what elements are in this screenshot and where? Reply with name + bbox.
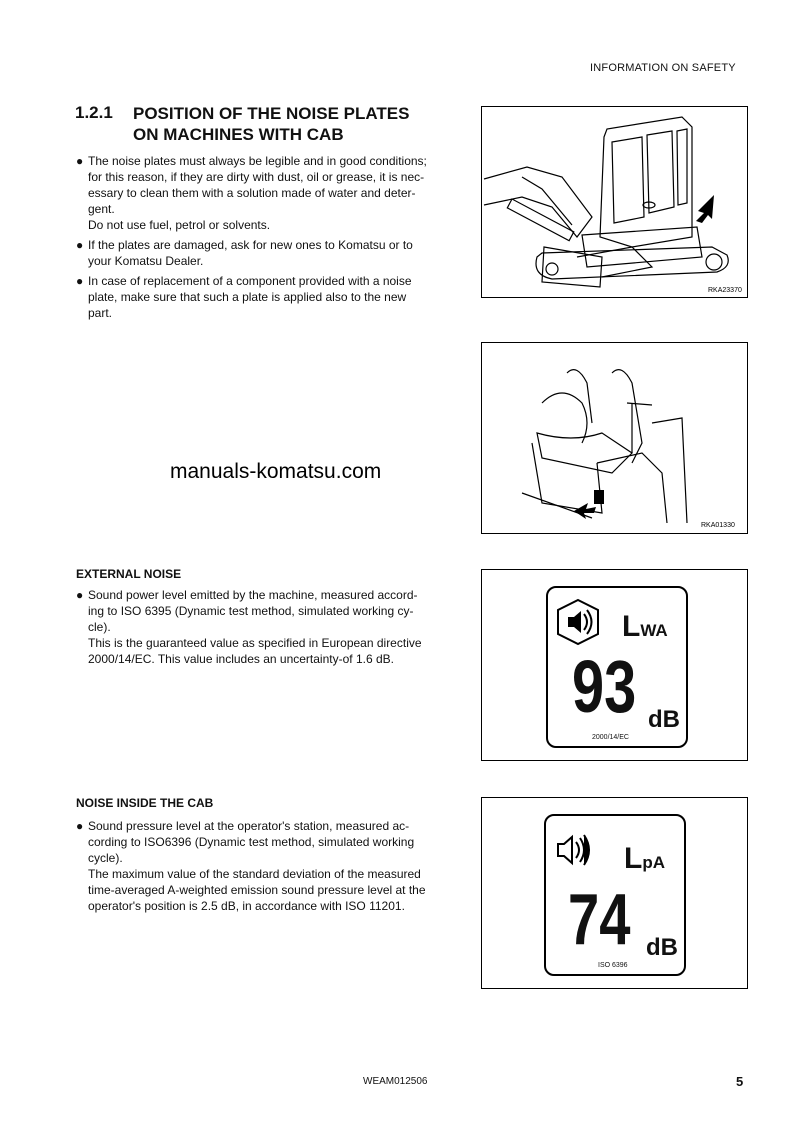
- excavator-illustration: [482, 107, 747, 297]
- cab-interior-figure: [481, 342, 748, 534]
- bullet-icon: ●: [76, 238, 84, 252]
- lwa-standard: 2000/14/EC: [592, 734, 629, 741]
- figure-code: RKA23370: [708, 287, 742, 294]
- lpa-noise-plate: [544, 814, 686, 976]
- lwa-value: 93: [572, 645, 637, 728]
- section-title-line-2: ON MACHINES WITH CAB: [133, 125, 344, 144]
- page-number: 5: [736, 1074, 744, 1089]
- lpa-unit: dB: [646, 934, 678, 961]
- section-title: [133, 103, 453, 145]
- sound-pressure-icon: [554, 832, 600, 868]
- watermark-text: manuals-komatsu.com: [170, 460, 382, 483]
- bullet-icon: ●: [76, 154, 84, 168]
- lwa-label: LWA: [622, 610, 668, 643]
- cab-noise-text: [76, 818, 462, 918]
- lwa-noise-plate: [546, 586, 688, 748]
- section-title-line-1: POSITION OF THE NOISE PLATES: [133, 104, 410, 123]
- external-noise-heading: EXTERNAL NOISE: [76, 567, 182, 581]
- external-noise-plate-frame: [481, 569, 748, 761]
- bullet-item: ● The noise plates must always be legible and in good conditions; for this reason, if they are dirty with dust, oil or grease, it is nec- essary to clean them with a solution made of water and deter- gent. Do not use fuel, petrol or solvents.: [76, 154, 427, 232]
- external-noise-text: [76, 587, 462, 671]
- bullet-item: ● Sound power level emitted by the machine, measured accord- ing to ISO 6395 (Dynamic test method, simulated working cy- cle). This is the guaranteed value as specified in European directive 2000/14/EC. This value includes an uncertainty-of 1.6 dB.: [76, 588, 422, 666]
- lwa-unit: dB: [648, 706, 680, 733]
- lpa-value: 74: [568, 880, 631, 960]
- bullet-item: ● In case of replacement of a component provided with a noise plate, make sure that such a plate is applied also to the new part.: [76, 274, 412, 320]
- lpa-standard: ISO 6396: [598, 962, 628, 969]
- bullet-icon: ●: [76, 274, 84, 288]
- lpa-label: LpA: [624, 842, 665, 875]
- document-code: WEAM012506: [363, 1076, 428, 1087]
- cab-noise-plate-frame: [481, 797, 748, 989]
- noise-plate-instructions: [76, 153, 462, 325]
- bullet-item: ● Sound pressure level at the operator's station, measured ac- cording to ISO6396 (Dynamic test method, simulated working cycle). The maximum value of the standard deviation of the measured time-averaged A-weighted emission sound pressure level at the operator's position is 2.5 dB, in accordance with ISO 11201.: [76, 819, 426, 913]
- bullet-icon: ●: [76, 588, 84, 602]
- running-header: INFORMATION ON SAFETY: [590, 62, 736, 74]
- sound-power-icon: [554, 598, 602, 646]
- bullet-icon: ●: [76, 819, 84, 833]
- cab-interior-illustration: [482, 343, 747, 533]
- section-number: 1.2.1: [75, 103, 113, 122]
- excavator-figure: [481, 106, 748, 298]
- bullet-item: ● If the plates are damaged, ask for new ones to Komatsu or to your Komatsu Dealer.: [76, 238, 413, 268]
- figure-code: RKA01330: [701, 522, 735, 529]
- cab-noise-heading: NOISE INSIDE THE CAB: [76, 796, 214, 810]
